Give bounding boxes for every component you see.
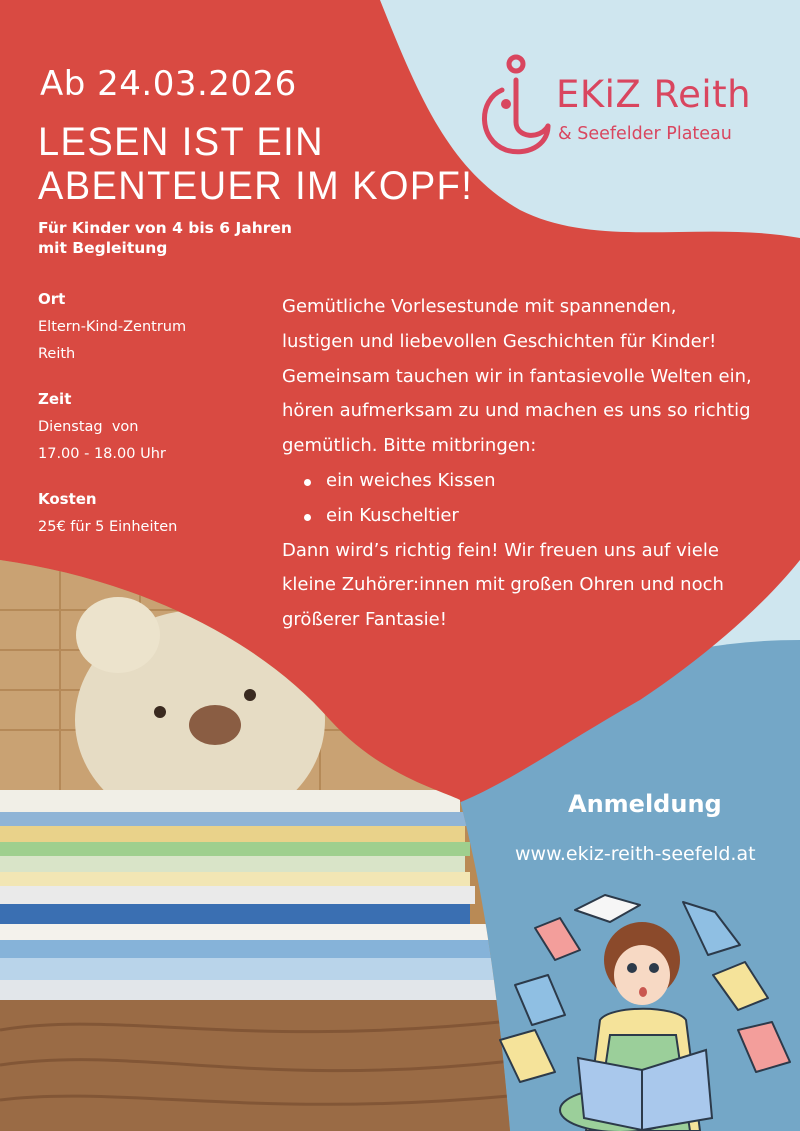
description-outro: Dann wird’s richtig fein! Wir freuen uns auf viele kleine Zuhörer:innen mit großen Ohren und noch größerer Fantasie! [282, 539, 724, 631]
time-label: Zeit [38, 390, 72, 408]
registration-label: Anmeldung [568, 790, 722, 818]
time-line: Dienstag von [38, 419, 139, 435]
title-line: ABENTEUER IM KOPF! [38, 164, 474, 208]
cost-group [38, 490, 258, 541]
cost-line: 25€ für 5 Einheiten [38, 519, 178, 535]
bring-item: ein Kuscheltier [322, 499, 752, 534]
audience [38, 218, 292, 258]
logo-subtitle: & Seefelder Plateau [558, 124, 732, 144]
time-group [38, 390, 258, 468]
cost-label: Kosten [38, 490, 97, 508]
logo [556, 74, 751, 146]
location-line: Eltern-Kind-Zentrum [38, 319, 187, 335]
event-details [38, 290, 258, 563]
audience-line: mit Begleitung [38, 239, 168, 257]
page-title [38, 120, 473, 208]
description-intro: Gemütliche Vorlesestunde mit spannenden, lustigen und liebevollen Geschichten für Kinder! Gemeinsam tauchen wir in fantasievolle Welten ein, hören aufmerksam zu und machen es uns so richtig gemütlich. Bitte mitbringen: [282, 296, 752, 457]
bring-item: ein weiches Kissen [322, 464, 752, 499]
bring-list [282, 464, 752, 534]
description [282, 290, 752, 638]
title-line: LESEN IST EIN [38, 120, 325, 164]
audience-line: Für Kinder von 4 bis 6 Jahren [38, 219, 292, 237]
location-group [38, 290, 258, 368]
time-line: 17.00 - 18.00 Uhr [38, 446, 166, 462]
start-date: Ab 24.03.2026 [40, 64, 297, 104]
registration-link[interactable]: www.ekiz-reith-seefeld.at [515, 843, 756, 865]
location-line: Reith [38, 346, 76, 362]
logo-name: EKiZ Reith [556, 73, 752, 116]
book-stack-icon [0, 790, 500, 1000]
location-label: Ort [38, 290, 66, 308]
